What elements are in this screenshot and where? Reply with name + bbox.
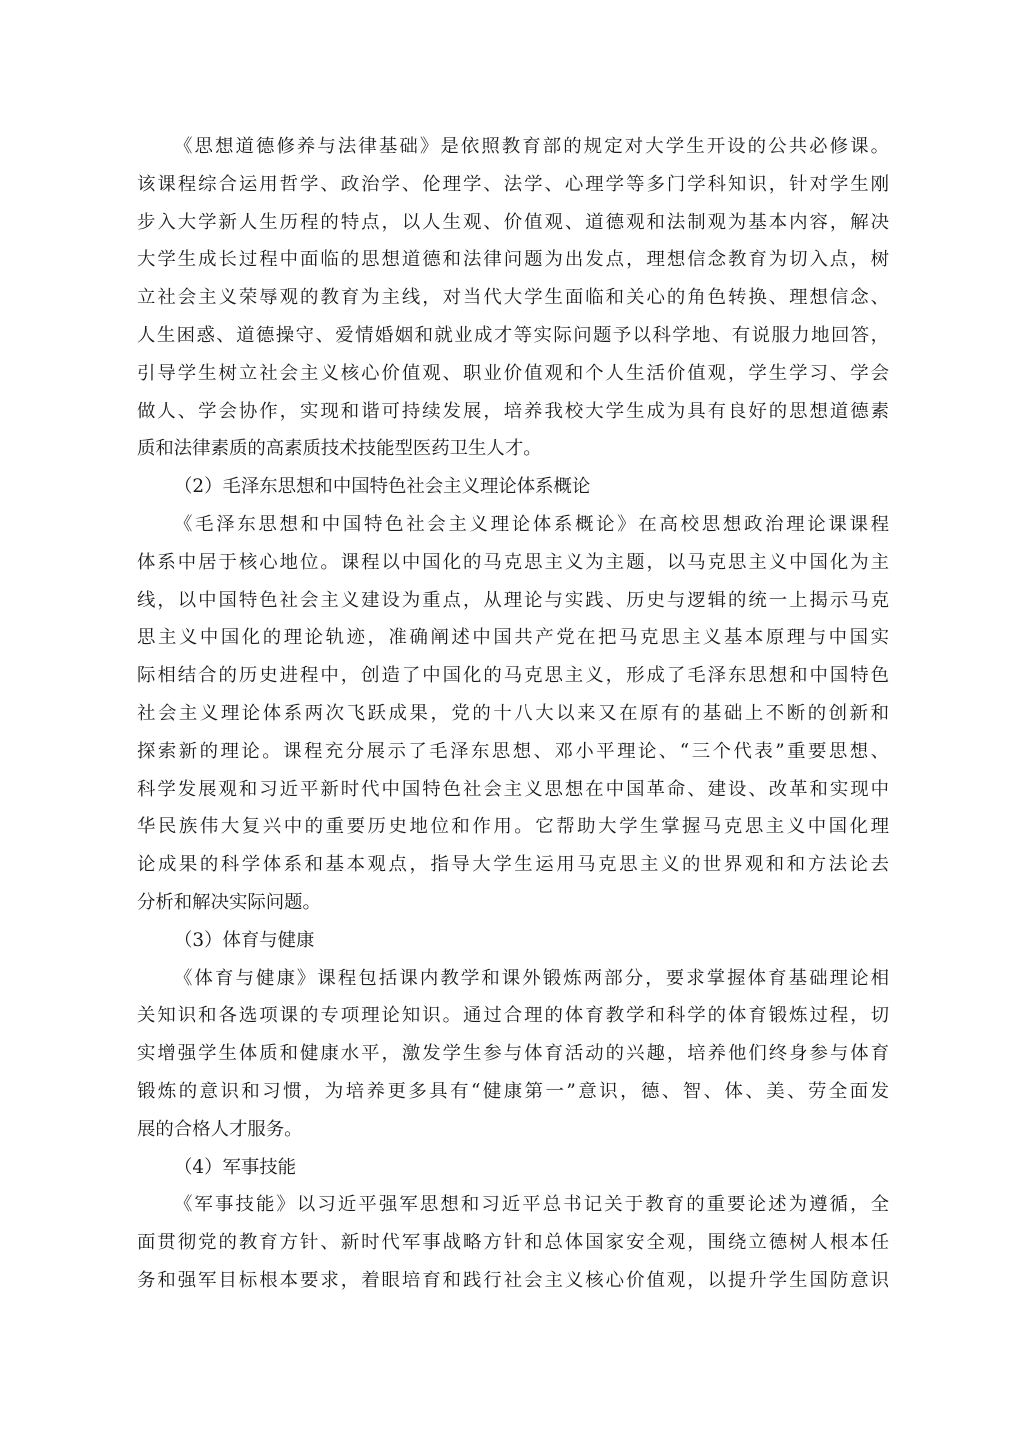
text-line: 面贯彻党的教育方针、新时代军事战略方针和总体国家安全观，围绕立德树人根本任 [137, 1232, 889, 1254]
text-line: 社会主义理论体系两次飞跃成果，党的十八大以来又在原有的基础上不断的创新和 [137, 702, 889, 724]
text-line: 《军事技能》以习近平强军思想和习近平总书记关于教育的重要论述为遵循，全 [174, 1194, 889, 1216]
text-line: 做人、学会协作，实现和谐可持续发展，培养我校大学生成为具有良好的思想道德素 [137, 400, 889, 422]
text-line: 引导学生树立社会主义核心价值观、职业价值观和个人生活价值观，学生学习、学会 [137, 362, 889, 384]
text-line: 《毛泽东思想和中国特色社会主义理论体系概论》在高校思想政治理论课课程 [174, 513, 889, 535]
text-line: 体系中居于核心地位。课程以中国化的马克思主义为主题，以马克思主义中国化为主 [137, 551, 889, 573]
text-line: （3）体育与健康 [174, 929, 315, 951]
text-line: （2）毛泽东思想和中国特色社会主义理论体系概论 [174, 476, 591, 498]
text-line: 步入大学新人生历程的特点，以人生观、价值观、道德观和法制观为基本内容，解决 [137, 211, 889, 233]
text-line: 锻炼的意识和习惯，为培养更多具有“健康第一”意识，德、智、体、美、劳全面发 [137, 1080, 889, 1102]
text-line: 关知识和各选项课的专项理论知识。通过合理的体育教学和科学的体育锻炼过程，切 [137, 1005, 889, 1027]
text-line: 华民族伟大复兴中的重要历史地位和作用。它帮助大学生掌握马克思主义中国化理 [137, 816, 889, 838]
text-line: 务和强军目标根本要求，着眼培育和践行社会主义核心价值观，以提升学生国防意识 [137, 1269, 889, 1291]
text-line: 际相结合的历史进程中，创造了中国化的马克思主义，形成了毛泽东思想和中国特色 [137, 665, 889, 687]
text-line: 分析和解决实际问题。 [137, 891, 321, 913]
text-line: 展的合格人才服务。 [137, 1118, 303, 1140]
text-line: 实增强学生体质和健康水平，激发学生参与体育活动的兴趣，培养他们终身参与体育 [137, 1043, 889, 1065]
text-line: 思主义中国化的理论轨迹，准确阐述中国共产党在把马克思主义基本原理与中国实 [137, 627, 889, 649]
document-page [137, 128, 889, 1300]
text-line: 科学发展观和习近平新时代中国特色社会主义思想在中国革命、建设、改革和实现中 [137, 778, 889, 800]
text-line: 线，以中国特色社会主义建设为重点，从理论与实践、历史与逻辑的统一上揭示马克 [137, 589, 889, 611]
text-line: 大学生成长过程中面临的思想道德和法律问题为出发点，理想信念教育为切入点，树 [137, 249, 889, 271]
text-line: 探索新的理论。课程充分展示了毛泽东思想、邓小平理论、“三个代表”重要思想、 [137, 740, 889, 762]
text-line: 立社会主义荣辱观的教育为主线，对当代大学生面临和关心的角色转换、理想信念、 [137, 287, 889, 309]
text-line: 论成果的科学体系和基本观点，指导大学生运用马克思主义的世界观和和方法论去 [137, 854, 889, 876]
text-line: 该课程综合运用哲学、政治学、伦理学、法学、心理学等多门学科知识，针对学生刚 [137, 173, 889, 195]
text-line: 《体育与健康》课程包括课内教学和课外锻炼两部分，要求掌握体育基础理论相 [174, 967, 889, 989]
text-line: 人生困惑、道德操守、爱情婚姻和就业成才等实际问题予以科学地、有说服力地回答， [137, 324, 889, 346]
text-line: 《思想道德修养与法律基础》是依照教育部的规定对大学生开设的公共必修课。 [174, 136, 889, 157]
text-line: （4）军事技能 [174, 1156, 297, 1178]
text-line: 质和法律素质的高素质技术技能型医药卫生人才。 [137, 438, 542, 460]
